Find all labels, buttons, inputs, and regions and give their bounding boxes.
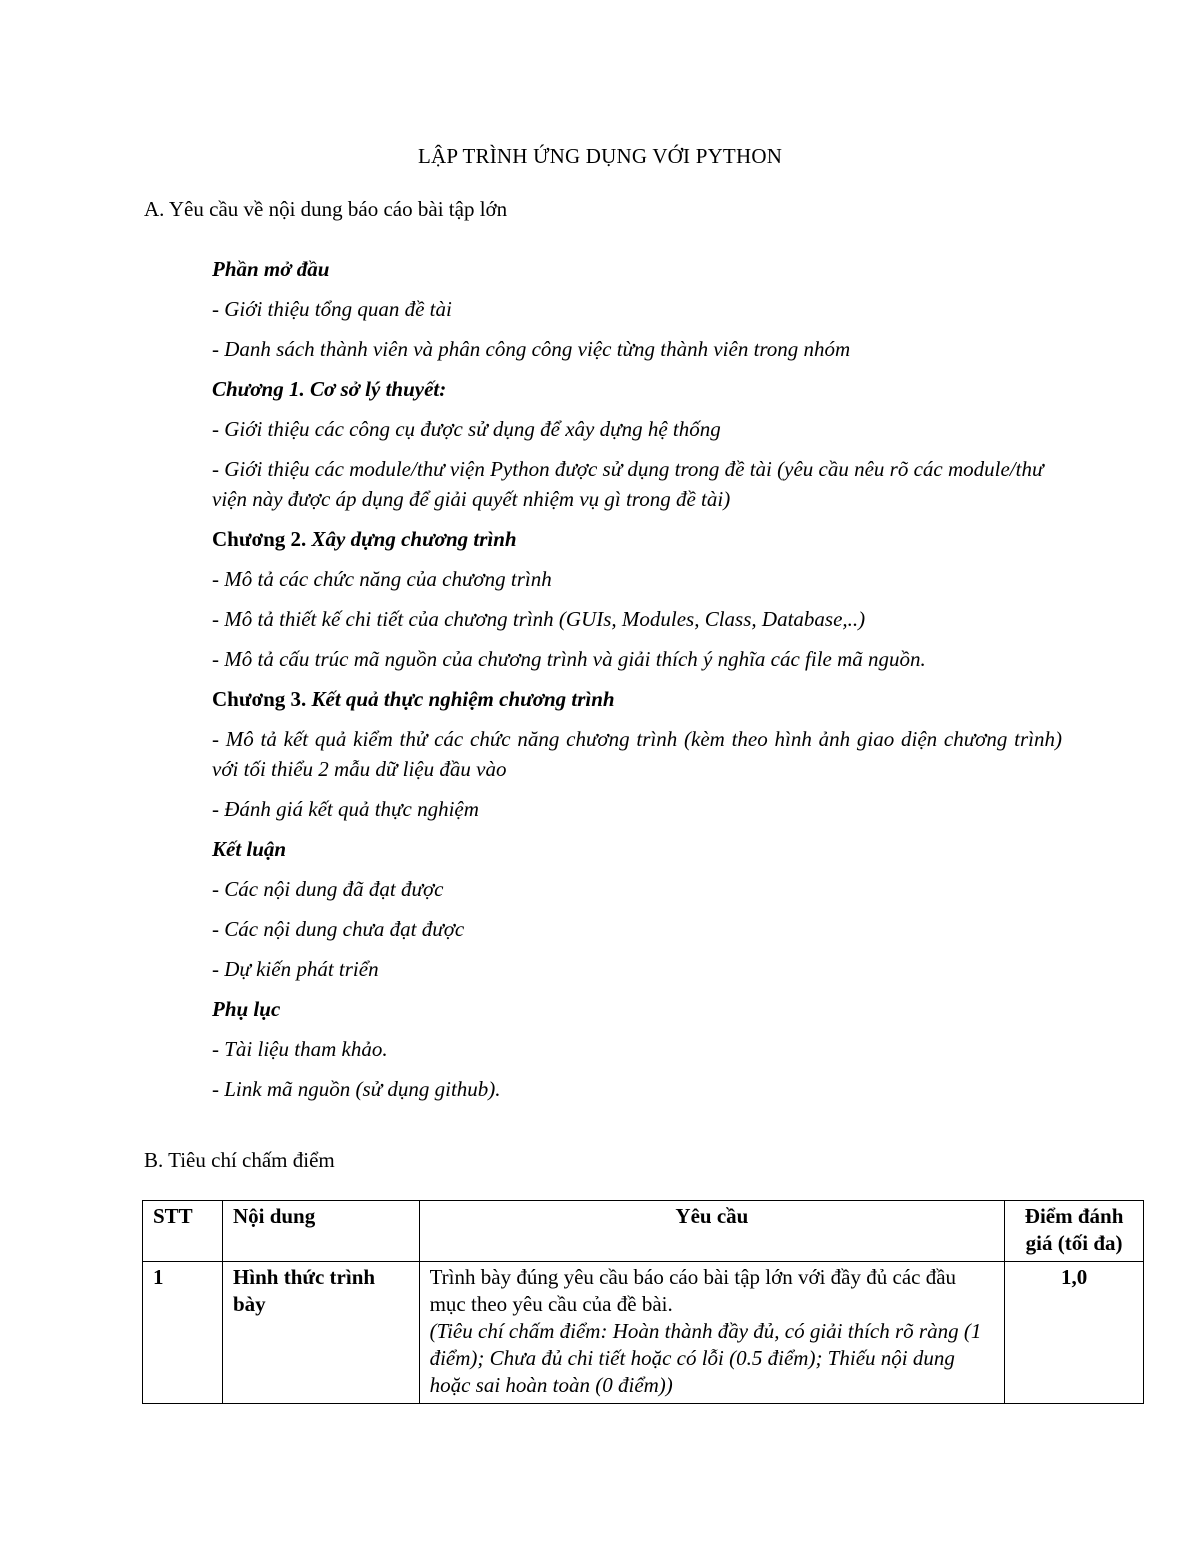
section-a-heading: A. Yêu cầu về nội dung báo cáo bài tập lớn	[144, 197, 508, 221]
chapter-3-heading	[212, 684, 1062, 714]
appendix-heading: Phụ lục	[212, 997, 281, 1021]
conclusion-heading: Kết luận	[212, 837, 287, 861]
grading-criteria-table	[142, 1200, 1144, 1404]
chapter-2-item: - Mô tả thiết kế chi tiết của chương trình (GUIs, Modules, Class, Database,..)	[212, 607, 866, 631]
intro-item: - Giới thiệu tổng quan đề tài	[212, 297, 452, 321]
intro-heading: Phần mở đầu	[212, 257, 330, 281]
report-outline	[212, 254, 1062, 1114]
chapter-1-heading: Chương 1. Cơ sở lý thuyết:	[212, 377, 447, 401]
chapter-2-heading	[212, 524, 1062, 554]
row-stt: 1	[143, 1262, 223, 1404]
row-tieu-chi: (Tiêu chí chấm điểm: Hoàn thành đầy đủ, có giải thích rõ ràng (1 điểm); Chưa đủ chi tiết hoặc có lỗi (0.5 điểm); Thiếu nội dung hoặc sai hoàn toàn (0 điểm))	[429, 1319, 982, 1397]
row-noi-dung: Hình thức trình bày	[222, 1262, 419, 1404]
chapter-3-title: Kết quả thực nghiệm chương trình	[311, 687, 615, 711]
row-yeu-cau-cell	[419, 1262, 1005, 1404]
header-noi-dung: Nội dung	[222, 1201, 419, 1262]
intro-item: - Danh sách thành viên và phân công công việc từng thành viên trong nhóm	[212, 337, 851, 361]
conclusion-item: - Dự kiến phát triển	[212, 957, 379, 981]
document-title: LẬP TRÌNH ỨNG DỤNG VỚI PYTHON	[417, 144, 783, 168]
header-stt: STT	[143, 1201, 223, 1262]
chapter-2-item: - Mô tả các chức năng của chương trình	[212, 567, 552, 591]
header-yeu-cau: Yêu cầu	[419, 1201, 1005, 1262]
row-diem: 1,0	[1005, 1262, 1144, 1404]
chapter-3-item: - Mô tả kết quả kiểm thử các chức năng chương trình (kèm theo hình ảnh giao diện chương trình) với tối thiểu 2 mẫu dữ liệu đầu vào	[212, 727, 1062, 781]
chapter-3-prefix: Chương 3.	[212, 687, 312, 711]
chapter-1-item: - Giới thiệu các module/thư viện Python được sử dụng trong đề tài (yêu cầu nêu rõ các module/thư viện này được áp dụng để giải quyết nhiệm vụ gì trong đề tài)	[212, 457, 1044, 511]
row-yeu-cau: Trình bày đúng yêu cầu báo cáo bài tập lớn với đầy đủ các đầu mục theo yêu cầu của đề bài.	[429, 1265, 957, 1316]
conclusion-item: - Các nội dung chưa đạt được	[212, 917, 465, 941]
conclusion-item: - Các nội dung đã đạt được	[212, 877, 444, 901]
table-header-row	[143, 1201, 1144, 1262]
chapter-1-item: - Giới thiệu các công cụ được sử dụng để xây dựng hệ thống	[212, 417, 721, 441]
section-b-heading: B. Tiêu chí chấm điểm	[144, 1148, 335, 1172]
chapter-2-title: Xây dựng chương trình	[311, 527, 517, 551]
chapter-2-prefix: Chương 2.	[212, 527, 312, 551]
appendix-item: - Tài liệu tham khảo.	[212, 1037, 388, 1061]
table-row	[143, 1262, 1144, 1404]
chapter-3-item: - Đánh giá kết quả thực nghiệm	[212, 797, 479, 821]
header-diem: Điểm đánh giá (tối đa)	[1005, 1201, 1144, 1262]
chapter-2-item: - Mô tả cấu trúc mã nguồn của chương trình và giải thích ý nghĩa các file mã nguồn.	[212, 647, 926, 671]
appendix-item: - Link mã nguồn (sử dụng github).	[212, 1077, 501, 1101]
